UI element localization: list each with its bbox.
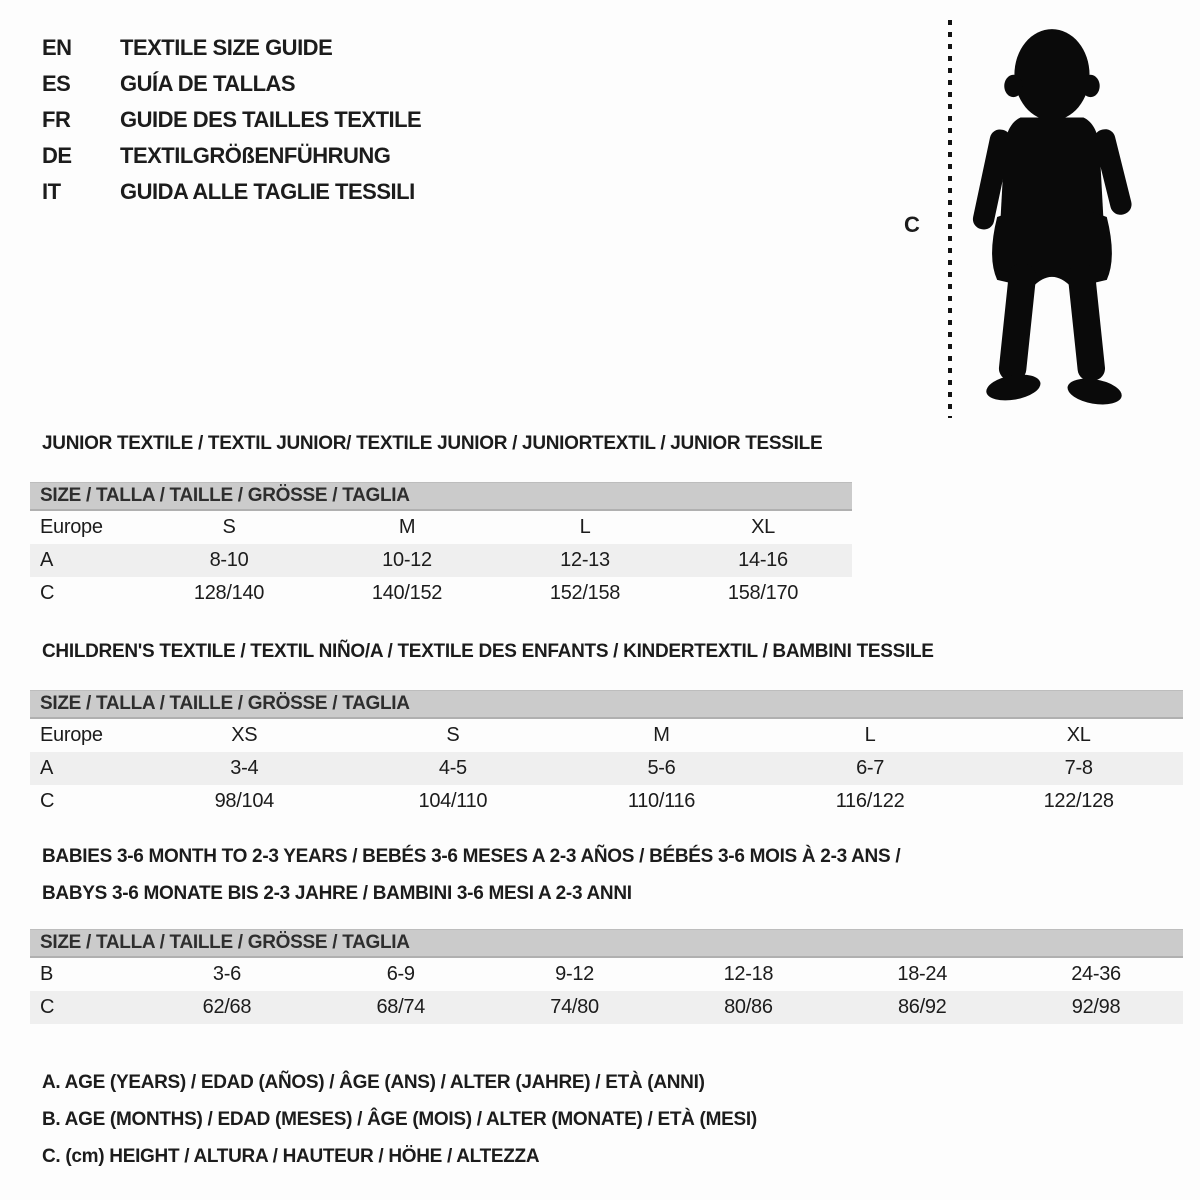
- size-cell: 116/122: [835, 790, 905, 812]
- language-code: EN: [42, 35, 72, 60]
- babies-size-table: [30, 929, 1183, 1024]
- size-cell: 12-13: [560, 549, 610, 571]
- list-item: [42, 174, 421, 210]
- junior-size-table: [30, 482, 852, 610]
- junior-section-title: JUNIOR TEXTILE / TEXTIL JUNIOR/ TEXTILE JUNIOR / JUNIORTEXTIL / JUNIOR TESSILE: [42, 433, 823, 454]
- size-cell: 10-12: [382, 549, 432, 571]
- table-row: [30, 991, 1183, 1024]
- size-cell: 80/86: [724, 996, 773, 1018]
- size-cell: 62/68: [202, 996, 252, 1018]
- legend-line-b: B. AGE (MONTHS) / EDAD (MESES) / ÂGE (MOIS) / ALTER (MONATE) / ETÀ (MESI): [42, 1108, 757, 1130]
- guide-title: TEXTILGRÖßENFÜHRUNG: [120, 143, 391, 168]
- size-cell: 4-5: [438, 757, 467, 779]
- size-cell: 5-6: [647, 757, 676, 779]
- guide-title: GUIDE DES TAILLES TEXTILE: [120, 107, 422, 132]
- size-cell: 14-16: [738, 549, 788, 571]
- size-cell: XL: [1066, 724, 1091, 746]
- measurement-legend: [42, 1064, 757, 1175]
- row-label: A: [40, 549, 54, 571]
- babies-section-title-line1: BABIES 3-6 MONTH TO 2-3 YEARS / BEBÉS 3-6 MESES A 2-3 AÑOS / BÉBÉS 3-6 MOIS À 2-3 ANS /: [42, 846, 901, 867]
- children-size-table: [30, 690, 1183, 818]
- guide-title: GUIDA ALLE TAGLIE TESSILI: [120, 179, 415, 204]
- size-cell: 158/170: [727, 582, 799, 604]
- row-label: A: [40, 757, 54, 779]
- size-cell: 8-10: [209, 549, 249, 571]
- size-cell: L: [579, 516, 591, 538]
- size-cell: 110/116: [627, 790, 696, 812]
- table-row: [30, 958, 1183, 991]
- legend-line-a: A. AGE (YEARS) / EDAD (AÑOS) / ÂGE (ANS) / ALTER (JAHRE) / ETÀ (ANNI): [42, 1071, 705, 1093]
- size-cell: 7-8: [1064, 757, 1093, 779]
- size-cell: 6-9: [386, 963, 415, 985]
- size-cell: 3-4: [230, 757, 259, 779]
- language-code: DE: [42, 143, 72, 168]
- language-title-list: [42, 30, 421, 210]
- table-row: [30, 511, 852, 544]
- size-cell: M: [653, 724, 670, 746]
- size-cell: 18-24: [897, 963, 948, 985]
- size-cell: 122/128: [1043, 790, 1114, 812]
- legend-line-c: C. (cm) HEIGHT / ALTURA / HAUTEUR / HÖHE / ALTEZZA: [42, 1145, 540, 1167]
- size-cell: M: [398, 516, 416, 538]
- size-table-header: SIZE / TALLA / TAILLE / GRÖSSE / TAGLIA: [30, 690, 1183, 719]
- height-measure-dashed-line: [948, 20, 952, 418]
- size-cell: 6-7: [856, 757, 885, 779]
- table-row: [30, 752, 1183, 785]
- list-item: [42, 138, 421, 174]
- size-cell: 12-18: [723, 963, 774, 985]
- babies-section-title-line2: BABYS 3-6 MONATE BIS 2-3 JAHRE / BAMBINI 3-6 MESI A 2-3 ANNI: [42, 883, 632, 904]
- size-cell: 86/92: [897, 996, 947, 1018]
- size-cell: 3-6: [212, 963, 241, 985]
- table-row: [30, 719, 1183, 752]
- size-cell: 92/98: [1071, 996, 1121, 1018]
- row-label: Europe: [40, 516, 103, 538]
- row-label: Europe: [40, 724, 103, 746]
- list-item: [42, 66, 421, 102]
- guide-title: TEXTILE SIZE GUIDE: [120, 35, 333, 60]
- size-cell: 24-36: [1071, 963, 1121, 985]
- size-cell: 128/140: [193, 582, 265, 604]
- size-cell: XL: [751, 516, 775, 538]
- row-label: C: [40, 996, 55, 1018]
- row-label: B: [40, 963, 54, 985]
- size-table-header: SIZE / TALLA / TAILLE / GRÖSSE / TAGLIA: [30, 929, 1183, 958]
- size-cell: S: [446, 724, 460, 746]
- size-cell: 152/158: [549, 582, 621, 604]
- table-row: [30, 785, 1183, 818]
- list-item: [42, 102, 421, 138]
- size-table-header: SIZE / TALLA / TAILLE / GRÖSSE / TAGLIA: [30, 482, 852, 511]
- size-cell: 104/110: [418, 790, 488, 812]
- children-section-title: CHILDREN'S TEXTILE / TEXTIL NIÑO/A / TEXTILE DES ENFANTS / KINDERTEXTIL / BAMBINI TESSILE: [42, 641, 934, 662]
- language-code: ES: [42, 71, 71, 96]
- table-row: [30, 577, 852, 610]
- size-cell: 68/74: [376, 996, 426, 1018]
- size-cell: 74/80: [550, 996, 599, 1018]
- size-cell: XS: [231, 724, 258, 746]
- size-cell: 9-12: [555, 963, 594, 985]
- size-cell: L: [864, 724, 876, 746]
- size-cell: 140/152: [371, 582, 443, 604]
- toddler-silhouette-icon: [962, 22, 1146, 420]
- list-item: [42, 30, 421, 66]
- row-label: C: [40, 790, 55, 812]
- guide-title: GUÍA DE TALLAS: [120, 71, 296, 96]
- language-code: IT: [42, 179, 61, 204]
- size-cell: 98/104: [214, 790, 274, 812]
- height-measure-label: C: [904, 212, 920, 237]
- size-cell: S: [222, 516, 236, 538]
- row-label: C: [40, 582, 55, 604]
- language-code: FR: [42, 107, 71, 132]
- table-row: [30, 544, 852, 577]
